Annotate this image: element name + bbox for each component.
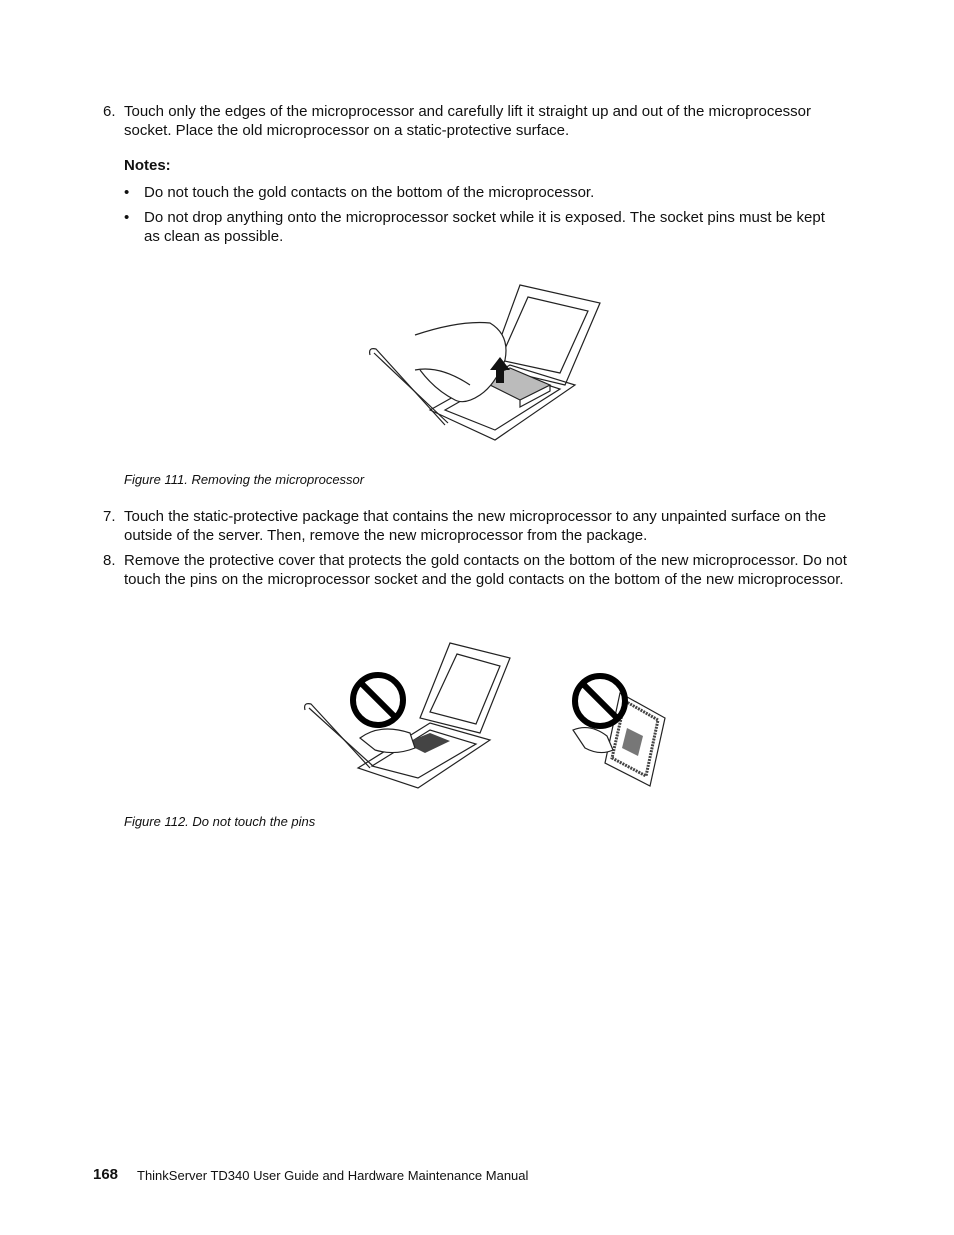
- figure-caption: Figure 111. Removing the microprocessor: [124, 472, 365, 487]
- figure-112-processor-illustration: [565, 668, 670, 788]
- step-text: Remove the protective cover that protects the gold contacts on the bottom of the new microprocessor. Do not touch the pins on the microprocessor socket and the gold contacts on the bottom of the new microprocessor.: [124, 552, 847, 588]
- footer-doc-title: ThinkServer TD340 User Guide and Hardware Maintenance Manual: [137, 1168, 529, 1183]
- note-text: Do not drop anything onto the microprocessor socket while it is exposed. The socket pins must be kept as clean as possible.: [144, 209, 825, 245]
- figure-111-illustration: [360, 275, 610, 460]
- figure-112-socket-illustration: [300, 638, 515, 798]
- bullet-marker: •: [124, 184, 130, 201]
- bullet-marker: •: [124, 209, 130, 226]
- notes-heading: Notes:: [124, 157, 171, 174]
- note-text: Do not touch the gold contacts on the bottom of the microprocessor.: [144, 184, 595, 201]
- figure-caption: Figure 112. Do not touch the pins: [124, 814, 316, 829]
- step-number: 6.: [103, 103, 116, 120]
- page-number: 168: [93, 1166, 119, 1183]
- step-number: 7.: [103, 508, 116, 525]
- step-text: Touch only the edges of the microprocessor and carefully lift it straight up and out of the microprocessor socket. Place the old microprocessor on a static-protective surface.: [124, 103, 812, 139]
- step-number: 8.: [103, 552, 116, 569]
- step-text: Touch the static-protective package that contains the new microprocessor to any unpainted surface on the outside of the server. Then, remove the new microprocessor from the package.: [124, 508, 827, 544]
